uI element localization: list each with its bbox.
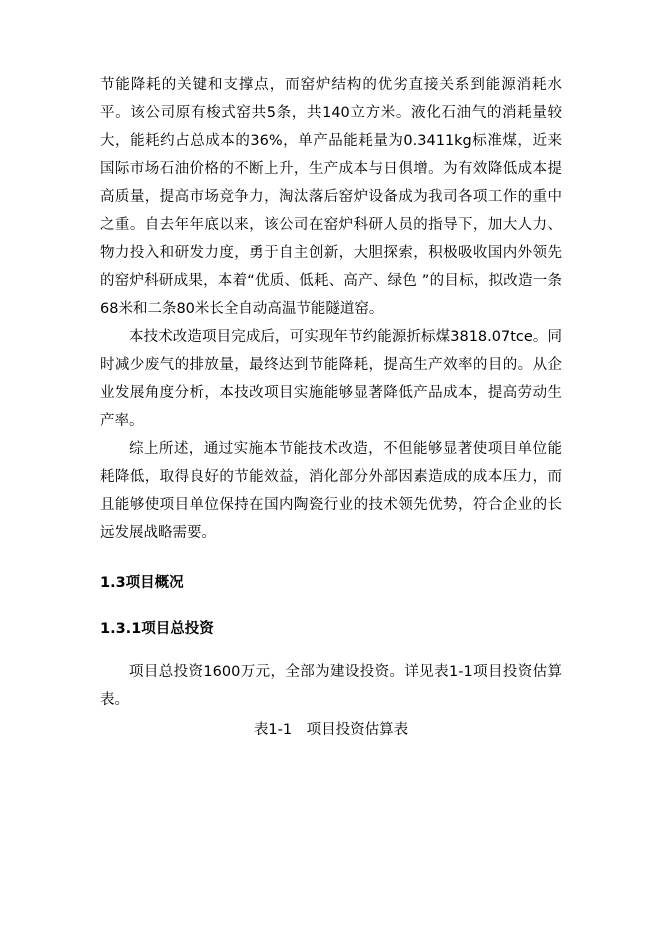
paragraph-energy-saving-result: 本技术改造项目完成后，可实现年节约能源折标煤3818.07tce。同时减少废气的排放量，最终达到节能降耗，提高生产效率的目的。从企业发展角度分析，本技改项目实施能够显著降低产品成本，提高劳动生产率。 (100, 329, 562, 429)
document-body (100, 71, 562, 744)
table-caption: 表1-1 项目投资估算表 (253, 722, 409, 738)
paragraph-kiln-background: 节能降耗的关键和支撑点，而窑炉结构的优劣直接关系到能源消耗水平。该公司原有梭式窑共5条，共140立方米。液化石油气的消耗量较大，能耗约占总成本的36%，单产品能耗量为0.3411kg标准煤，近来国际市场石油价格的不断上升，生产成本与日俱增。为有效降低成本提高质量，提高市场竞争力，淘汰落后窑炉设备成为我司各项工作的重中之重。自去年年底以来，该公司在窑炉科研人员的指导下，加大人力、物力投入和研发力度，勇于自主创新，大胆探索，积极吸收国内外领先的窑炉科研成果，本着“优质、低耗、高产、绿色 ”的目标，拟改造一条68米和二条80米长全自动高温节能隧道窑。 (100, 77, 562, 317)
paragraph-investment: 项目总投资1600万元，全部为建设投资。详见表1-1项目投资估算表。 (100, 664, 562, 708)
paragraph-summary: 综上所述，通过实施本节能技术改造，不但能够显著使项目单位能耗降低，取得良好的节能效益，消化部分外部因素造成的成本压力，而且能够使项目单位保持在国内陶瓷行业的技术领先优势，符合企业的长远发展战略需要。 (100, 441, 562, 541)
section-heading-project-overview: 1.3项目概况 (100, 575, 184, 591)
subsection-heading-total-investment: 1.3.1项目总投资 (100, 621, 214, 637)
